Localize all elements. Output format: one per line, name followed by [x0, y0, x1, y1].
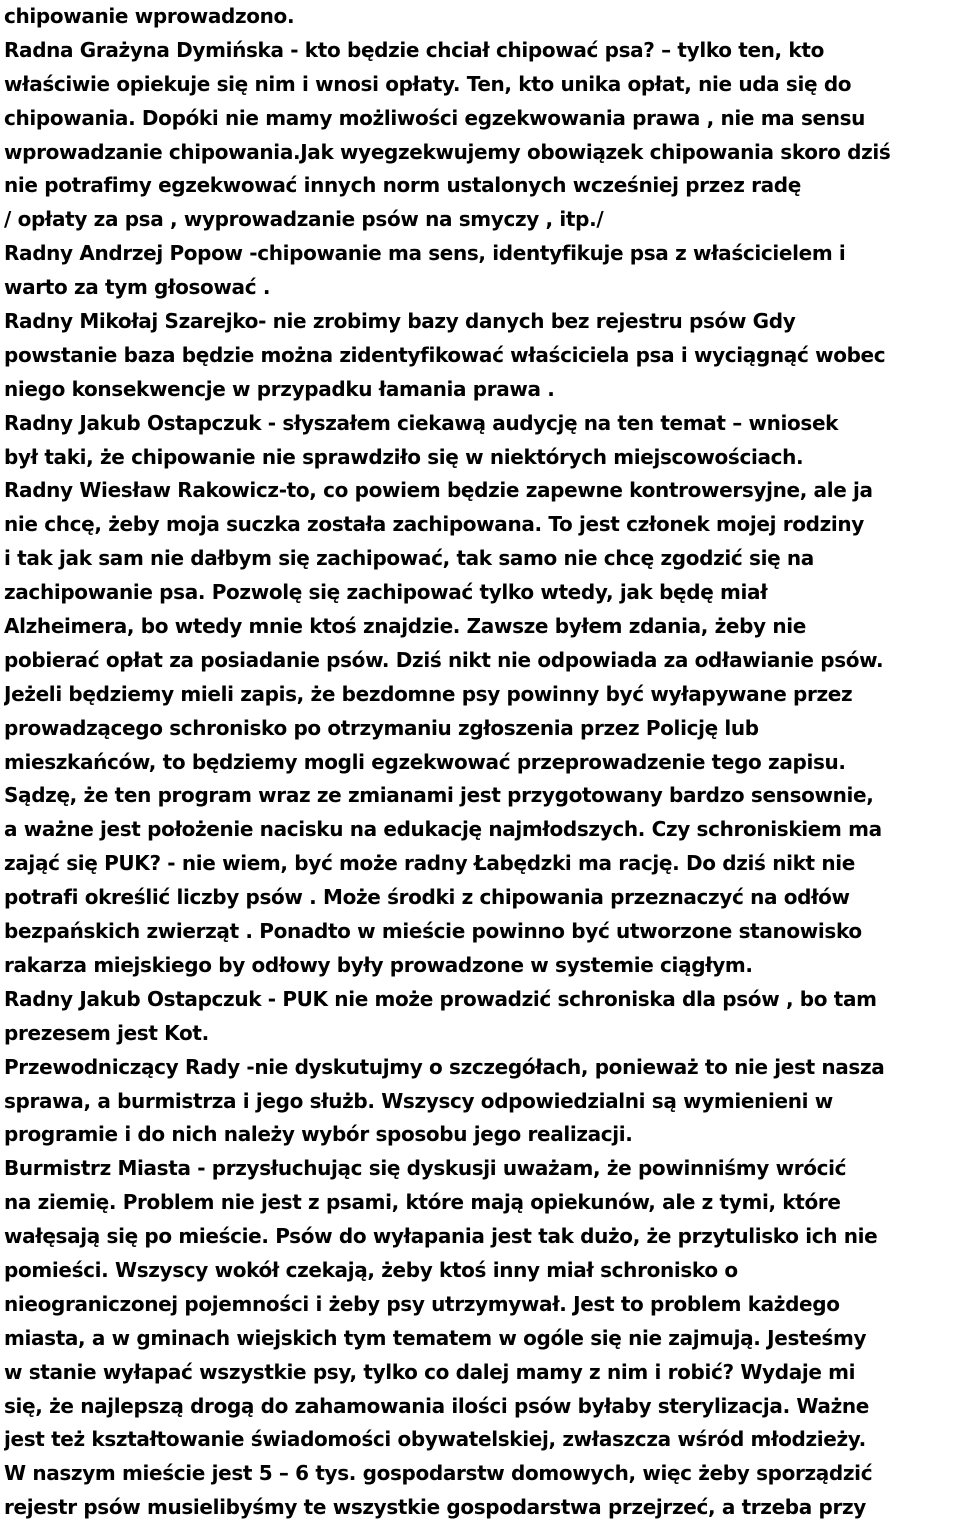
text-line: potrafi określić liczby psów . Może środki z chipowania przeznaczyć na odłów [4, 885, 850, 910]
text-line: miasta, a w gminach wiejskich tym tematem w ogóle się nie zajmują. Jesteśmy [4, 1325, 867, 1350]
text-line: zająć się PUK? - nie wiem, być może radny Łabędzki ma rację. Do dziś nikt nie [4, 851, 855, 876]
text-line: rakarza miejskiego by odłowy były prowadzone w systemie ciągłym. [4, 952, 753, 977]
text-line: prezesem jest Kot. [4, 1020, 209, 1045]
text-line: prowadzącego schronisko po otrzymaniu zgłoszenia przez Policję lub [4, 715, 759, 740]
text-line: nie chcę, żeby moja suczka została zachipowana. To jest członek mojej rodziny [4, 512, 864, 537]
text-line: a ważne jest położenie nacisku na edukację najmłodszych. Czy schroniskiem ma [4, 817, 882, 842]
text-line: wprowadzanie chipowania.Jak wyegzekwujemy obowiązek chipowania skoro dziś [4, 139, 891, 164]
text-line: Jeżeli będziemy mieli zapis, że bezdomne psy powinny być wyłapywane przez [4, 681, 853, 706]
text-line: Alzheimera, bo wtedy mnie ktoś znajdzie. Zawsze byłem zdania, żeby nie [4, 614, 806, 639]
text-line: na ziemię. Problem nie jest z psami, które mają opiekunów, ale z tymi, które [4, 1190, 841, 1215]
text-line: pobierać opłat za posiadanie psów. Dziś nikt nie odpowiada za odławianie psów. [4, 647, 884, 672]
text-line: rejestr psów musielibyśmy te wszystkie gospodarstwa przejrzeć, a trzeba przy [4, 1495, 866, 1520]
document-body [4, 0, 956, 1525]
text-line: Przewodniczący Rady -nie dyskutujmy o szczegółach, ponieważ to nie jest nasza [4, 1054, 885, 1079]
text-line: sprawa, a burmistrza i jego służb. Wszyscy odpowiedzialni są wymienieni w [4, 1088, 833, 1113]
text-line: pomieści. Wszyscy wokół czekają, żeby ktoś inny miał schronisko o [4, 1257, 738, 1282]
text-line: Radna Grażyna Dymińska - kto będzie chciał chipować psa? – tylko ten, kto [4, 37, 824, 62]
text-line: zachipowanie psa. Pozwolę się zachipować tylko wtedy, jak będę miał [4, 580, 768, 605]
text-line: nieograniczonej pojemności i żeby psy utrzymywał. Jest to problem każdego [4, 1291, 840, 1316]
text-line: programie i do nich należy wybór sposobu jego realizacji. [4, 1122, 633, 1147]
text-line: jest też kształtowanie świadomości obywatelskiej, zwłaszcza wśród młodzieży. [4, 1427, 866, 1452]
text-line: Radny Wiesław Rakowicz-to, co powiem będzie zapewne kontrowersyjne, ale ja [4, 478, 873, 503]
text-line: był taki, że chipowanie nie sprawdziło się w niektórych miejscowościach. [4, 444, 804, 469]
text-line: mieszkańców, to będziemy mogli egzekwować przeprowadzenie tego zapisu. [4, 749, 846, 774]
text-line: chipowania. Dopóki nie mamy możliwości egzekwowania prawa , nie ma sensu [4, 105, 866, 130]
text-line: w stanie wyłapać wszystkie psy, tylko co dalej mamy z nim i robić? Wydaje mi [4, 1359, 856, 1384]
text-line: Sądzę, że ten program wraz ze zmianami jest przygotowany bardzo sensownie, [4, 783, 874, 808]
text-line: niego konsekwencje w przypadku łamania prawa . [4, 376, 555, 401]
text-line: się, że najlepszą drogą do zahamowania ilości psów byłaby sterylizacja. Ważne [4, 1393, 869, 1418]
text-line: powstanie baza będzie można zidentyfikować właściciela psa i wyciągnąć wobec [4, 342, 886, 367]
text-line: W naszym mieście jest 5 – 6 tys. gospodarstw domowych, więc żeby sporządzić [4, 1461, 873, 1486]
text-line: nie potrafimy egzekwować innych norm ustalonych wcześniej przez radę [4, 173, 801, 198]
text-line: i tak jak sam nie dałbym się zachipować, tak samo nie chcę zgodzić się na [4, 546, 814, 571]
text-line: Radny Mikołaj Szarejko- nie zrobimy bazy danych bez rejestru psów Gdy [4, 309, 796, 334]
text-line: Burmistrz Miasta - przysłuchując się dyskusji uważam, że powinniśmy wrócić [4, 1156, 847, 1181]
text-line: / opłaty za psa , wyprowadzanie psów na smyczy , itp./ [4, 207, 604, 232]
text-line: Radny Jakub Ostapczuk - PUK nie może prowadzić schroniska dla psów , bo tam [4, 986, 877, 1011]
text-line: właściwie opiekuje się nim i wnosi opłaty. Ten, kto unika opłat, nie uda się do [4, 71, 852, 96]
text-line: chipowanie wprowadzono. [4, 4, 295, 28]
text-line: bezpańskich zwierząt . Ponadto w mieście powinno być utworzone stanowisko [4, 919, 862, 944]
text-line: warto za tym głosować . [4, 275, 271, 300]
text-line: Radny Jakub Ostapczuk - słyszałem ciekawą audycję na ten temat – wniosek [4, 410, 839, 435]
text-line: Radny Andrzej Popow -chipowanie ma sens, identyfikuje psa z właścicielem i [4, 241, 846, 266]
text-line: wałęsają się po mieście. Psów do wyłapania jest tak dużo, że przytulisko ich nie [4, 1224, 878, 1249]
